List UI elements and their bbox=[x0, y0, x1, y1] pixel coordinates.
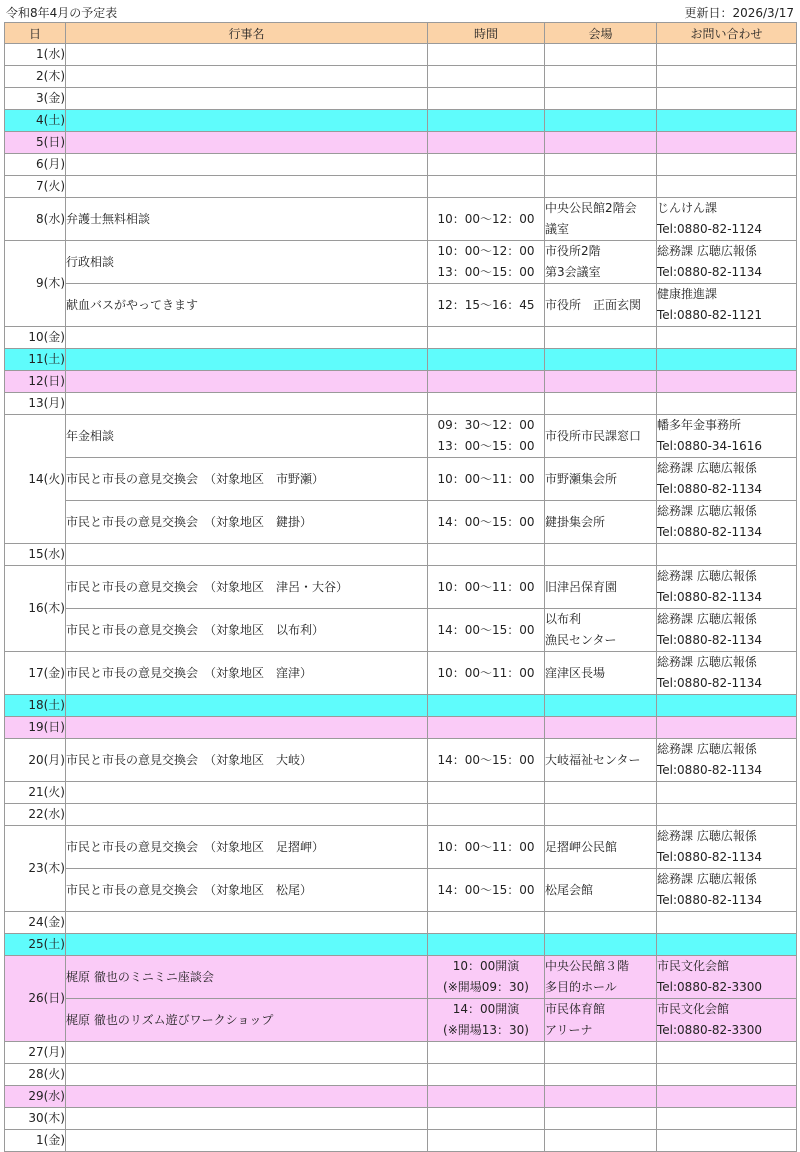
contact-cell bbox=[657, 804, 797, 826]
contact-cell bbox=[657, 717, 797, 739]
schedule-table bbox=[4, 22, 797, 1152]
day-cell: 6(月) bbox=[5, 154, 66, 176]
contact-cell bbox=[657, 1086, 797, 1108]
table-row bbox=[5, 1108, 797, 1130]
saturday-row bbox=[5, 349, 797, 371]
venue-cell: 窪津区長場 bbox=[545, 652, 657, 695]
day-cell: 11(土) bbox=[5, 349, 66, 371]
day-cell: 14(火) bbox=[5, 415, 66, 544]
venue-cell bbox=[545, 371, 657, 393]
table-row bbox=[5, 739, 797, 782]
table-row bbox=[5, 284, 797, 327]
time-cell: 12：15～16：45 bbox=[428, 284, 545, 327]
contact-cell bbox=[657, 1108, 797, 1130]
event-cell: 市民と市長の意見交換会 （対象地区 鍵掛） bbox=[66, 501, 428, 544]
time-cell: 14：00～15：00 bbox=[428, 739, 545, 782]
venue-cell: 中央公民館2階会 議室 bbox=[545, 198, 657, 241]
table-row bbox=[5, 609, 797, 652]
time-cell bbox=[428, 110, 545, 132]
venue-cell: 旧津呂保育園 bbox=[545, 566, 657, 609]
contact-cell: じんけん課 Tel:0880-82-1124 bbox=[657, 198, 797, 241]
contact-cell: 総務課 広聴広報係 Tel:0880-82-1134 bbox=[657, 566, 797, 609]
day-cell: 28(火) bbox=[5, 1064, 66, 1086]
contact-cell bbox=[657, 782, 797, 804]
time-cell bbox=[428, 393, 545, 415]
column-header-contact: お問い合わせ bbox=[657, 23, 797, 44]
page-title: 令和8年4月の予定表 bbox=[6, 6, 118, 20]
event-cell bbox=[66, 695, 428, 717]
contact-cell bbox=[657, 66, 797, 88]
venue-cell: 以布利 漁民センター bbox=[545, 609, 657, 652]
time-cell bbox=[428, 371, 545, 393]
event-cell bbox=[66, 934, 428, 956]
contact-cell bbox=[657, 1130, 797, 1152]
day-cell: 3(金) bbox=[5, 88, 66, 110]
venue-cell: 市役所市民課窓口 bbox=[545, 415, 657, 458]
venue-cell bbox=[545, 782, 657, 804]
table-row bbox=[5, 501, 797, 544]
event-cell: 市民と市長の意見交換会 （対象地区 以布利） bbox=[66, 609, 428, 652]
event-cell bbox=[66, 132, 428, 154]
table-row bbox=[5, 393, 797, 415]
table-row bbox=[5, 1042, 797, 1064]
table-row bbox=[5, 826, 797, 869]
day-cell: 12(日) bbox=[5, 371, 66, 393]
day-cell: 23(木) bbox=[5, 826, 66, 912]
venue-cell bbox=[545, 1086, 657, 1108]
event-cell: 市民と市長の意見交換会 （対象地区 窪津） bbox=[66, 652, 428, 695]
contact-cell bbox=[657, 934, 797, 956]
event-cell bbox=[66, 176, 428, 198]
contact-cell bbox=[657, 176, 797, 198]
venue-cell bbox=[545, 66, 657, 88]
time-cell bbox=[428, 1042, 545, 1064]
day-cell: 19(日) bbox=[5, 717, 66, 739]
venue-cell bbox=[545, 544, 657, 566]
time-cell: 09：30～12：00 13：00～15：00 bbox=[428, 415, 545, 458]
time-cell bbox=[428, 1086, 545, 1108]
venue-cell: 市民体育館 アリーナ bbox=[545, 999, 657, 1042]
event-cell bbox=[66, 349, 428, 371]
time-cell bbox=[428, 349, 545, 371]
day-cell: 27(月) bbox=[5, 1042, 66, 1064]
saturday-row bbox=[5, 110, 797, 132]
venue-cell bbox=[545, 1042, 657, 1064]
contact-cell: 総務課 広聴広報係 Tel:0880-82-1134 bbox=[657, 241, 797, 284]
contact-cell: 総務課 広聴広報係 Tel:0880-82-1134 bbox=[657, 826, 797, 869]
event-cell: 弁護士無料相談 bbox=[66, 198, 428, 241]
time-cell: 10：00～12：00 13：00～15：00 bbox=[428, 241, 545, 284]
day-cell: 18(土) bbox=[5, 695, 66, 717]
day-cell: 25(土) bbox=[5, 934, 66, 956]
table-header-row bbox=[5, 23, 797, 44]
event-cell bbox=[66, 544, 428, 566]
saturday-row bbox=[5, 695, 797, 717]
time-cell bbox=[428, 804, 545, 826]
event-cell bbox=[66, 110, 428, 132]
time-cell bbox=[428, 717, 545, 739]
event-cell bbox=[66, 1130, 428, 1152]
time-cell bbox=[428, 1130, 545, 1152]
event-cell: 市民と市長の意見交換会 （対象地区 津呂・大谷） bbox=[66, 566, 428, 609]
contact-cell bbox=[657, 695, 797, 717]
contact-cell: 総務課 広聴広報係 Tel:0880-82-1134 bbox=[657, 609, 797, 652]
table-row bbox=[5, 869, 797, 912]
contact-cell: 市民文化会館 Tel:0880-82-3300 bbox=[657, 956, 797, 999]
column-header-event: 行事名 bbox=[66, 23, 428, 44]
contact-cell bbox=[657, 132, 797, 154]
day-cell: 1(金) bbox=[5, 1130, 66, 1152]
time-cell: 10：00～12：00 bbox=[428, 198, 545, 241]
day-cell: 4(土) bbox=[5, 110, 66, 132]
table-row bbox=[5, 566, 797, 609]
venue-cell: 松尾会館 bbox=[545, 869, 657, 912]
event-cell: 年金相談 bbox=[66, 415, 428, 458]
contact-cell: 総務課 広聴広報係 Tel:0880-82-1134 bbox=[657, 652, 797, 695]
table-row bbox=[5, 1064, 797, 1086]
venue-cell bbox=[545, 1064, 657, 1086]
day-cell: 1(水) bbox=[5, 44, 66, 66]
time-cell: 10：00～11：00 bbox=[428, 652, 545, 695]
event-cell bbox=[66, 371, 428, 393]
venue-cell: 市野瀬集会所 bbox=[545, 458, 657, 501]
contact-cell: 総務課 広聴広報係 Tel:0880-82-1134 bbox=[657, 869, 797, 912]
venue-cell bbox=[545, 110, 657, 132]
day-cell: 29(水) bbox=[5, 1086, 66, 1108]
sunday-row bbox=[5, 132, 797, 154]
day-cell: 30(木) bbox=[5, 1108, 66, 1130]
time-cell bbox=[428, 912, 545, 934]
venue-cell bbox=[545, 132, 657, 154]
time-cell bbox=[428, 544, 545, 566]
time-cell: 10：00開演 (※開場09：30) bbox=[428, 956, 545, 999]
event-cell: 梶原 徹也のリズム遊びワークショップ bbox=[66, 999, 428, 1042]
time-cell: 10：00～11：00 bbox=[428, 458, 545, 501]
event-cell bbox=[66, 782, 428, 804]
contact-cell: 総務課 広聴広報係 Tel:0880-82-1134 bbox=[657, 501, 797, 544]
event-cell: 市民と市長の意見交換会 （対象地区 市野瀬） bbox=[66, 458, 428, 501]
updated-date: 更新日：2026/3/17 bbox=[684, 6, 794, 20]
day-cell: 2(木) bbox=[5, 66, 66, 88]
time-cell bbox=[428, 934, 545, 956]
contact-cell bbox=[657, 1042, 797, 1064]
venue-cell: 市役所2階 第3会議室 bbox=[545, 241, 657, 284]
contact-cell bbox=[657, 88, 797, 110]
event-cell bbox=[66, 327, 428, 349]
venue-cell bbox=[545, 912, 657, 934]
sunday-row bbox=[5, 999, 797, 1042]
time-cell bbox=[428, 327, 545, 349]
event-cell: 市民と市長の意見交換会 （対象地区 大岐） bbox=[66, 739, 428, 782]
venue-cell bbox=[545, 349, 657, 371]
event-cell bbox=[66, 1042, 428, 1064]
event-cell bbox=[66, 1086, 428, 1108]
time-cell: 14：00～15：00 bbox=[428, 869, 545, 912]
day-cell: 22(水) bbox=[5, 804, 66, 826]
sunday-row bbox=[5, 371, 797, 393]
table-row bbox=[5, 544, 797, 566]
contact-cell: 健康推進課 Tel:0880-82-1121 bbox=[657, 284, 797, 327]
contact-cell bbox=[657, 393, 797, 415]
time-cell bbox=[428, 782, 545, 804]
time-cell: 14：00～15：00 bbox=[428, 501, 545, 544]
column-header-time: 時間 bbox=[428, 23, 545, 44]
time-cell: 14：00開演 (※開場13：30) bbox=[428, 999, 545, 1042]
venue-cell: 大岐福祉センター bbox=[545, 739, 657, 782]
table-row bbox=[5, 66, 797, 88]
venue-cell: 市役所 正面玄関 bbox=[545, 284, 657, 327]
venue-cell: 鍵掛集会所 bbox=[545, 501, 657, 544]
day-cell: 26(日) bbox=[5, 956, 66, 1042]
venue-cell bbox=[545, 393, 657, 415]
time-cell bbox=[428, 154, 545, 176]
day-cell: 21(火) bbox=[5, 782, 66, 804]
time-cell bbox=[428, 1064, 545, 1086]
table-row bbox=[5, 198, 797, 241]
table-row bbox=[5, 88, 797, 110]
sunday-row bbox=[5, 717, 797, 739]
table-row bbox=[5, 458, 797, 501]
venue-cell bbox=[545, 717, 657, 739]
event-cell bbox=[66, 1108, 428, 1130]
venue-cell: 足摺岬公民館 bbox=[545, 826, 657, 869]
time-cell bbox=[428, 88, 545, 110]
event-cell bbox=[66, 154, 428, 176]
time-cell bbox=[428, 1108, 545, 1130]
event-cell bbox=[66, 44, 428, 66]
day-cell: 17(金) bbox=[5, 652, 66, 695]
time-cell bbox=[428, 695, 545, 717]
time-cell bbox=[428, 66, 545, 88]
time-cell: 10：00～11：00 bbox=[428, 566, 545, 609]
event-cell: 市民と市長の意見交換会 （対象地区 足摺岬） bbox=[66, 826, 428, 869]
day-cell: 10(金) bbox=[5, 327, 66, 349]
venue-cell bbox=[545, 154, 657, 176]
event-cell bbox=[66, 1064, 428, 1086]
saturday-row bbox=[5, 934, 797, 956]
venue-cell bbox=[545, 934, 657, 956]
day-cell: 5(日) bbox=[5, 132, 66, 154]
event-cell bbox=[66, 66, 428, 88]
venue-cell bbox=[545, 1130, 657, 1152]
day-cell: 16(木) bbox=[5, 566, 66, 652]
day-cell: 24(金) bbox=[5, 912, 66, 934]
day-cell: 7(火) bbox=[5, 176, 66, 198]
page-header bbox=[0, 0, 800, 22]
venue-cell bbox=[545, 804, 657, 826]
time-cell: 14：00～15：00 bbox=[428, 609, 545, 652]
table-row bbox=[5, 652, 797, 695]
table-row bbox=[5, 782, 797, 804]
event-cell bbox=[66, 912, 428, 934]
event-cell bbox=[66, 393, 428, 415]
event-cell: 献血バスがやってきます bbox=[66, 284, 428, 327]
day-cell: 9(木) bbox=[5, 241, 66, 327]
table-row bbox=[5, 44, 797, 66]
venue-cell: 中央公民館３階 多目的ホール bbox=[545, 956, 657, 999]
contact-cell: 総務課 広聴広報係 Tel:0880-82-1134 bbox=[657, 739, 797, 782]
table-row bbox=[5, 1130, 797, 1152]
event-cell bbox=[66, 88, 428, 110]
day-cell: 8(水) bbox=[5, 198, 66, 241]
venue-cell bbox=[545, 695, 657, 717]
sunday-row bbox=[5, 1086, 797, 1108]
time-cell bbox=[428, 44, 545, 66]
contact-cell bbox=[657, 1064, 797, 1086]
contact-cell bbox=[657, 544, 797, 566]
day-cell: 15(水) bbox=[5, 544, 66, 566]
contact-cell bbox=[657, 110, 797, 132]
event-cell bbox=[66, 804, 428, 826]
contact-cell: 市民文化会館 Tel:0880-82-3300 bbox=[657, 999, 797, 1042]
column-header-day: 日 bbox=[5, 23, 66, 44]
venue-cell bbox=[545, 327, 657, 349]
table-row bbox=[5, 912, 797, 934]
table-row bbox=[5, 241, 797, 284]
contact-cell bbox=[657, 327, 797, 349]
event-cell: 行政相談 bbox=[66, 241, 428, 284]
venue-cell bbox=[545, 44, 657, 66]
venue-cell bbox=[545, 88, 657, 110]
contact-cell: 幡多年金事務所 Tel:0880-34-1616 bbox=[657, 415, 797, 458]
time-cell: 10：00～11：00 bbox=[428, 826, 545, 869]
time-cell bbox=[428, 176, 545, 198]
table-row bbox=[5, 804, 797, 826]
day-cell: 13(月) bbox=[5, 393, 66, 415]
contact-cell bbox=[657, 371, 797, 393]
event-cell: 市民と市長の意見交換会 （対象地区 松尾） bbox=[66, 869, 428, 912]
day-cell: 20(月) bbox=[5, 739, 66, 782]
contact-cell bbox=[657, 44, 797, 66]
event-cell: 梶原 徹也のミニミニ座談会 bbox=[66, 956, 428, 999]
venue-cell bbox=[545, 1108, 657, 1130]
venue-cell bbox=[545, 176, 657, 198]
table-row bbox=[5, 327, 797, 349]
sunday-row bbox=[5, 956, 797, 999]
contact-cell bbox=[657, 154, 797, 176]
contact-cell: 総務課 広聴広報係 Tel:0880-82-1134 bbox=[657, 458, 797, 501]
column-header-venue: 会場 bbox=[545, 23, 657, 44]
table-row bbox=[5, 415, 797, 458]
contact-cell bbox=[657, 912, 797, 934]
table-row bbox=[5, 154, 797, 176]
event-cell bbox=[66, 717, 428, 739]
time-cell bbox=[428, 132, 545, 154]
table-row bbox=[5, 176, 797, 198]
contact-cell bbox=[657, 349, 797, 371]
